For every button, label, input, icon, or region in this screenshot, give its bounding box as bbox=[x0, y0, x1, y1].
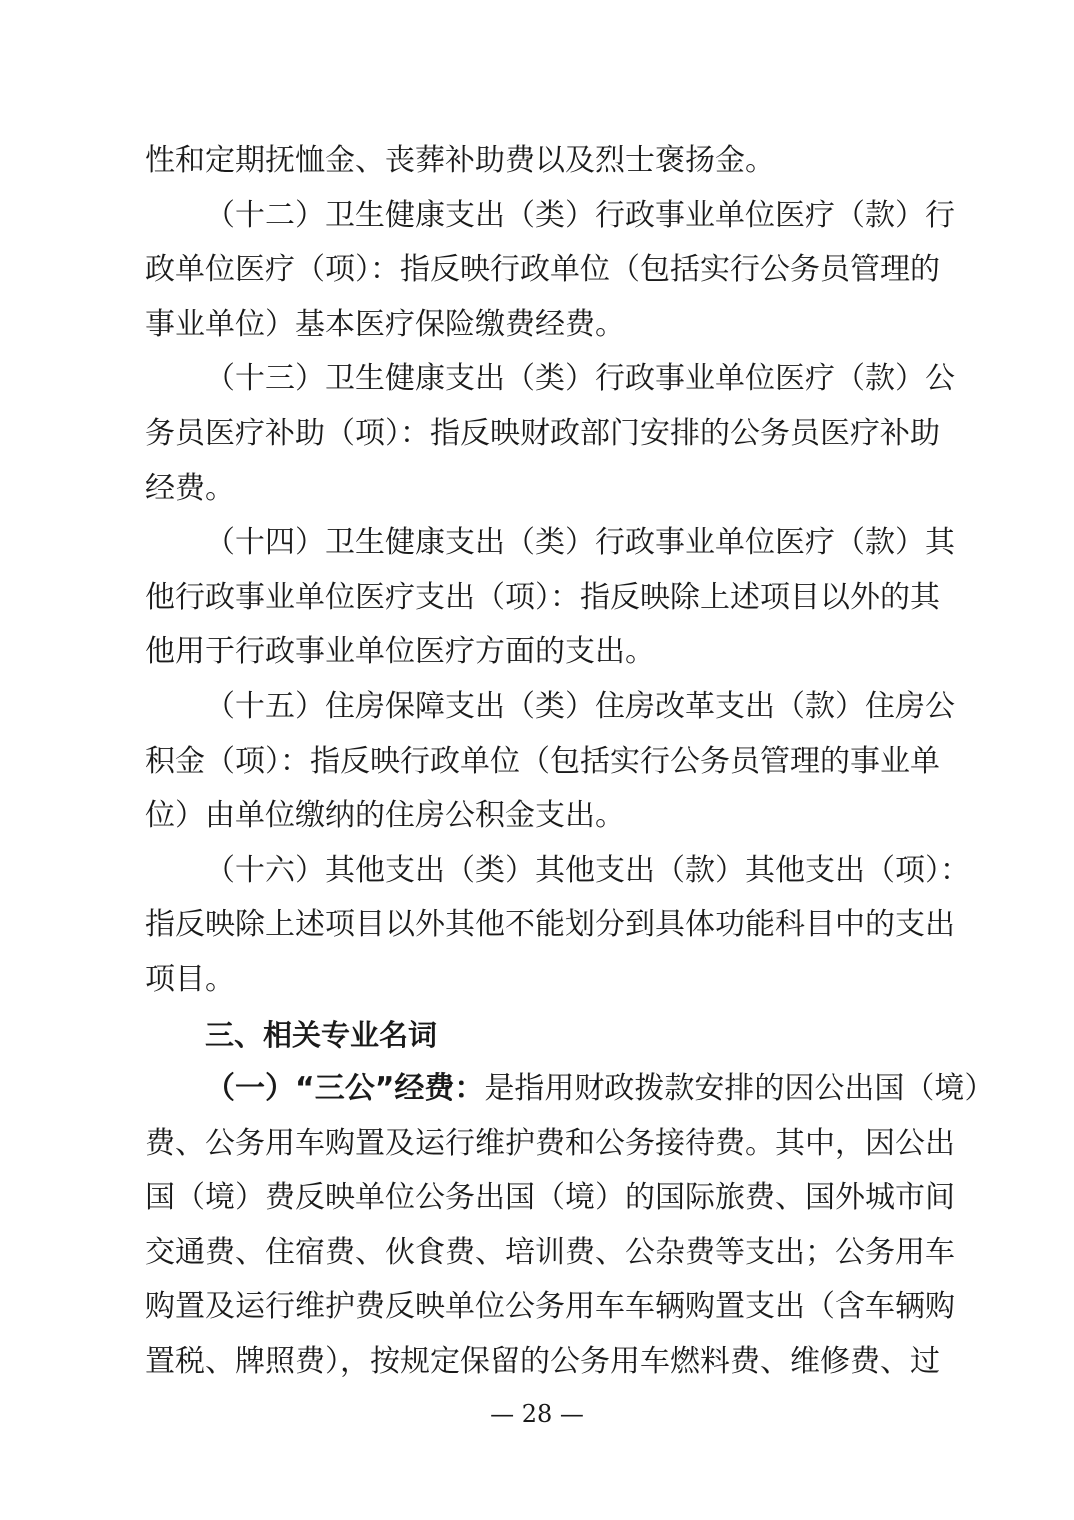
section-heading: 三、相关专业名词 bbox=[205, 1017, 438, 1052]
document-body bbox=[145, 134, 995, 1390]
page-number: — 28 — bbox=[490, 1400, 584, 1428]
term-definition-line bbox=[145, 1062, 995, 1117]
paragraph-line: （十三）卫生健康支出（类）行政事业单位医疗（款）公 bbox=[205, 361, 955, 397]
paragraph-line: 性和定期抚恤金、丧葬补助费以及烈士褒扬金。 bbox=[145, 143, 775, 178]
paragraph-line: （十六）其他支出（类）其他支出（款）其他支出（项）： bbox=[205, 852, 970, 888]
paragraph-line: 交通费、住宿费、伙食费、培训费、公杂费等支出；公务用车 bbox=[145, 1234, 955, 1270]
paragraph-line: 费、公务用车购置及运行维护费和公务接待费。其中，因公出 bbox=[145, 1125, 955, 1161]
paragraph-line: 务员医疗补助（项）：指反映财政部门安排的公务员医疗补助 bbox=[145, 415, 940, 451]
paragraph-line: （十五）住房保障支出（类）住房改革支出（款）住房公 bbox=[205, 688, 955, 724]
paragraph-line: 他用于行政事业单位医疗方面的支出。 bbox=[145, 634, 655, 670]
paragraph-line: 置税、牌照费），按规定保留的公务用车燃料费、维修费、过 bbox=[145, 1344, 940, 1380]
paragraph-line: 经费。 bbox=[145, 470, 235, 506]
paragraph-line: 政单位医疗（项）：指反映行政单位（包括实行公务员管理的 bbox=[145, 252, 940, 288]
paragraph-line: 指反映除上述项目以外其他不能划分到具体功能科目中的支出 bbox=[145, 907, 955, 943]
paragraph-line: 购置及运行维护费反映单位公务用车车辆购置支出（含车辆购 bbox=[145, 1289, 955, 1325]
paragraph-line: 国（境）费反映单位公务出国（境）的国际旅费、国外城市间 bbox=[145, 1180, 955, 1216]
paragraph-line: 他行政事业单位医疗支出（项）：指反映除上述项目以外的其 bbox=[145, 579, 940, 615]
paragraph-line: 积金（项）：指反映行政单位（包括实行公务员管理的事业单 bbox=[145, 743, 940, 779]
paragraph-line: （十四）卫生健康支出（类）行政事业单位医疗（款）其 bbox=[205, 525, 955, 561]
paragraph-line: 项目。 bbox=[145, 961, 235, 997]
term-label: （一）“三公”经费： bbox=[205, 1071, 485, 1107]
paragraph-line: 位）由单位缴纳的住房公积金支出。 bbox=[145, 798, 625, 834]
paragraph-line: （十二）卫生健康支出（类）行政事业单位医疗（款）行 bbox=[205, 197, 955, 233]
term-definition-start: 是指用财政拨款安排的因公出国（境） bbox=[484, 1071, 995, 1107]
paragraph-line: 事业单位）基本医疗保险缴费经费。 bbox=[145, 306, 625, 342]
